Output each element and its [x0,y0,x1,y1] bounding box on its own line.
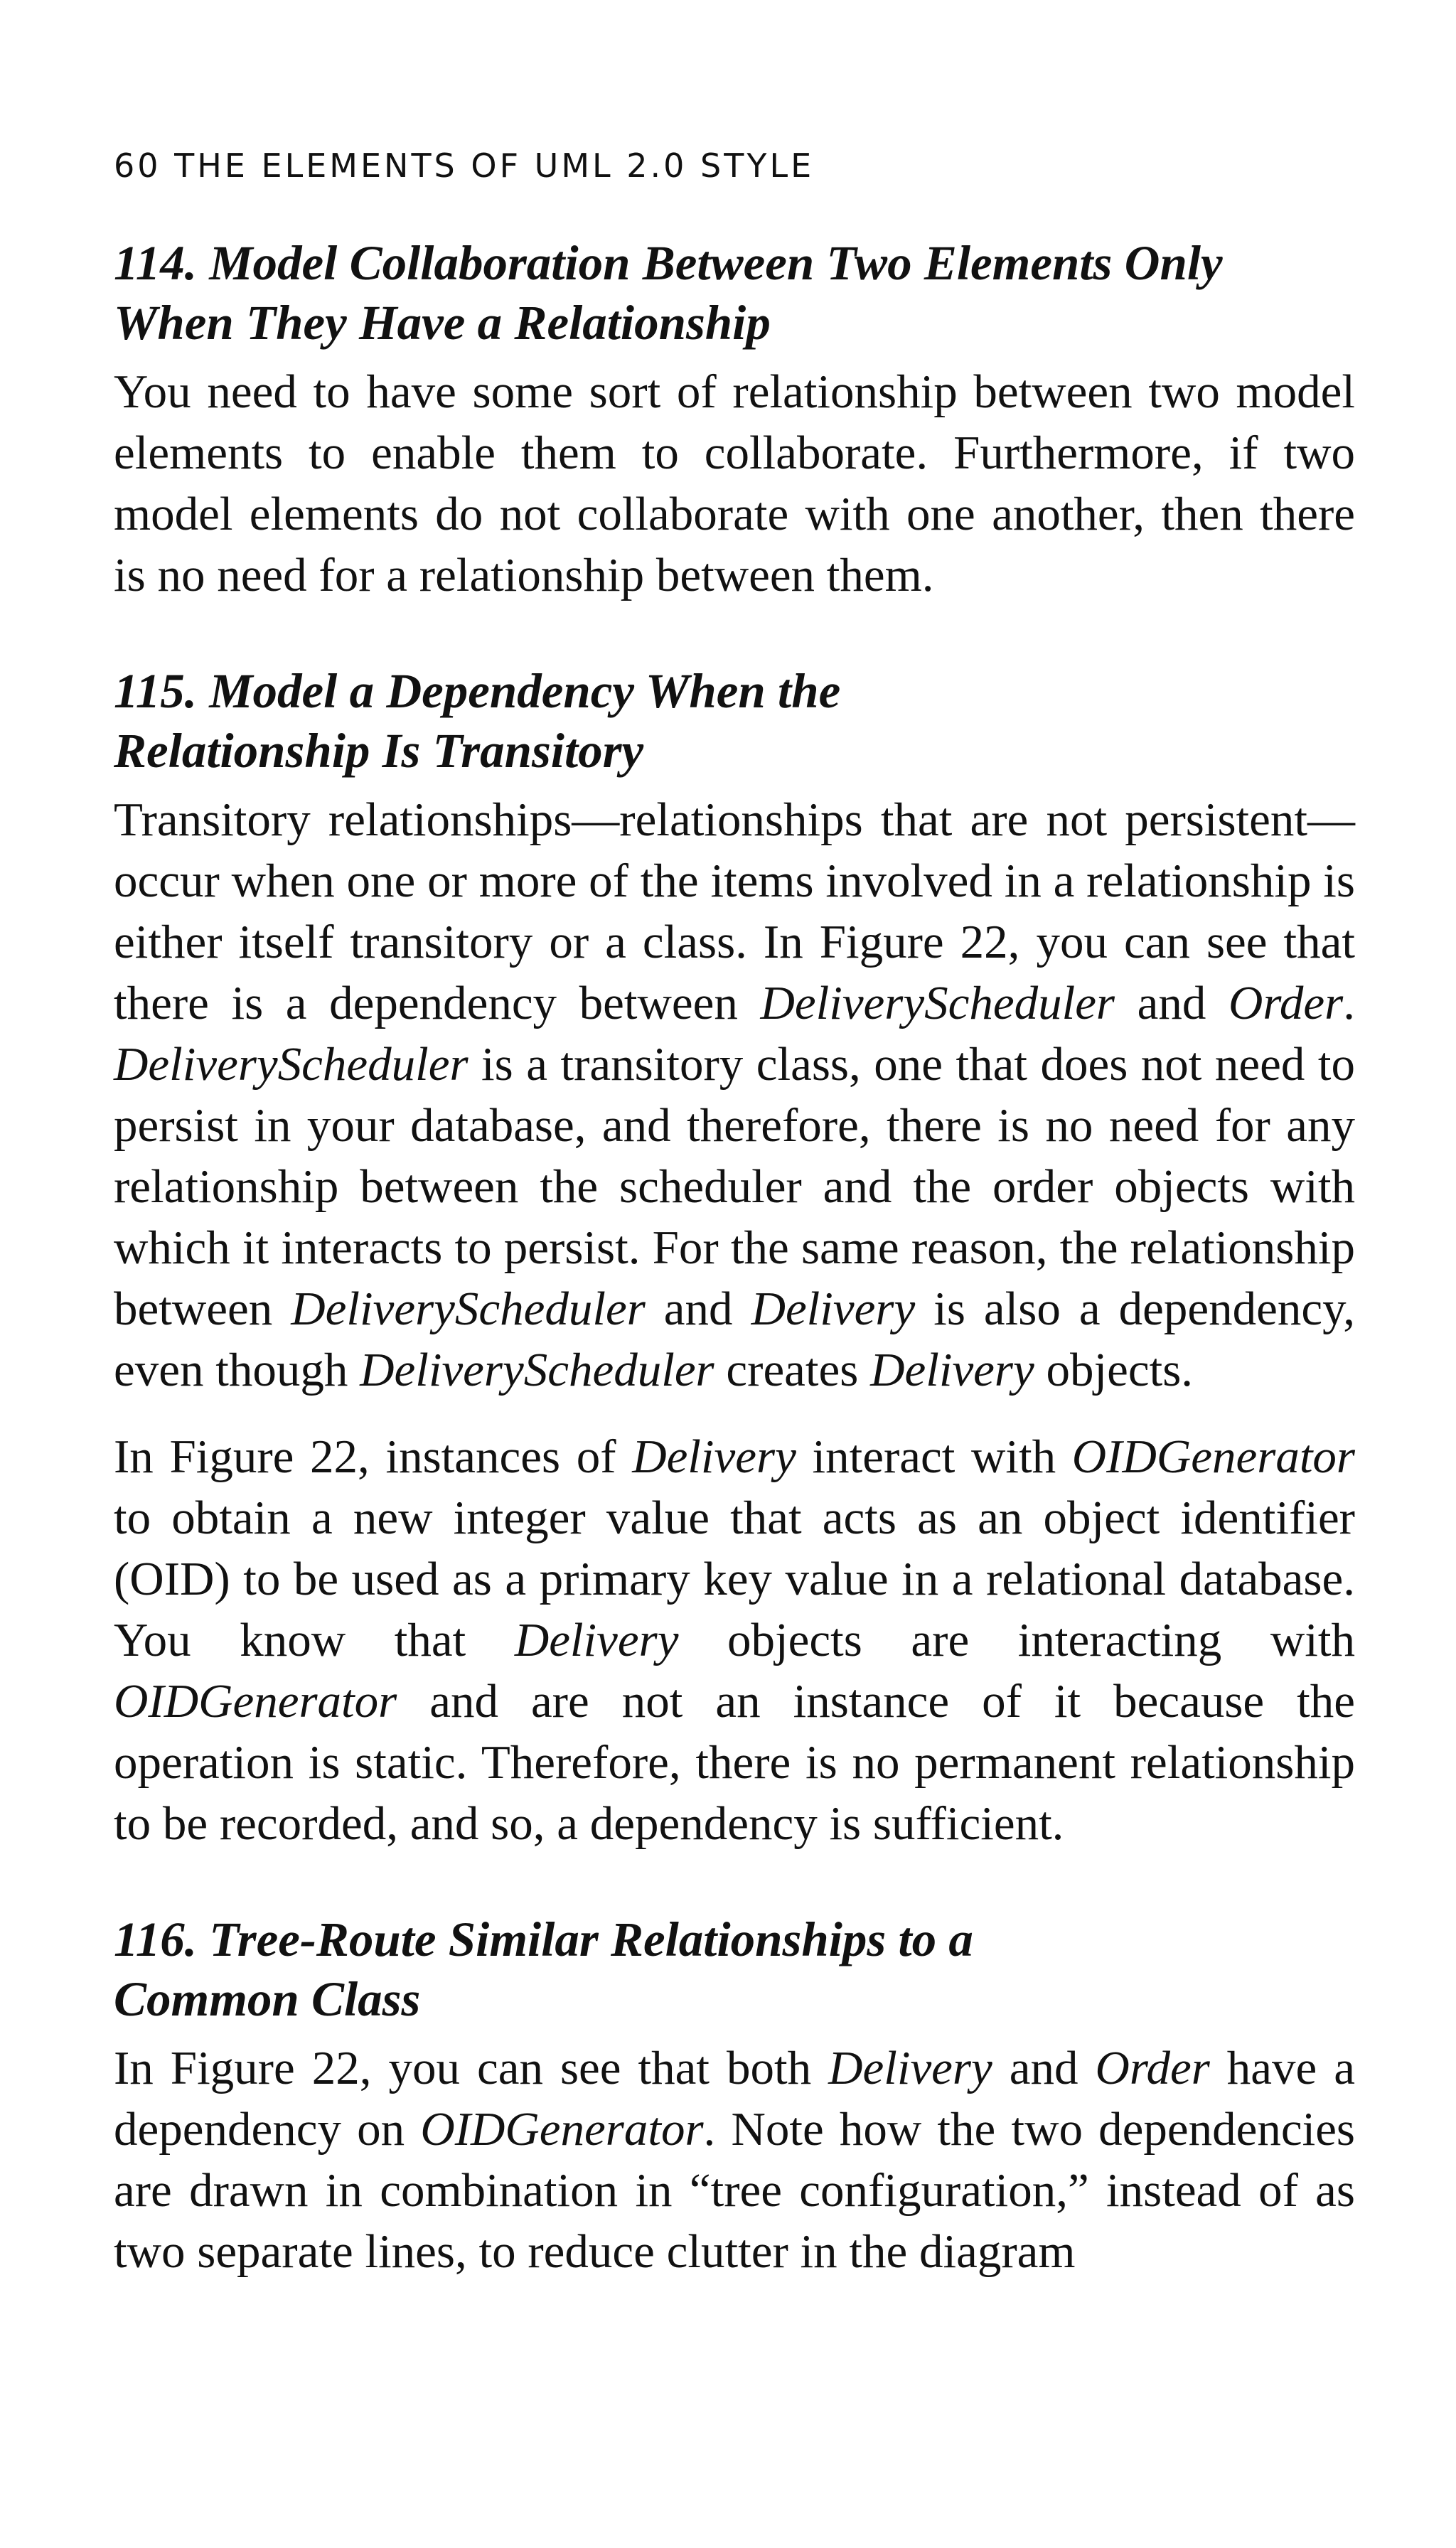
text-run: and [1115,977,1228,1029]
book-page [114,142,1355,2282]
section-heading-line: 116. Tree-Route Similar Relationships to a [114,1912,973,1966]
text-run: interact with [796,1430,1072,1483]
section-heading-line: 114. Model Collaboration Between Two Elements Only [114,236,1223,290]
italic-term: OIDGenerator [114,1675,397,1728]
text-run: is also a dependency, even though [114,1283,1355,1396]
italic-term: OIDGenerator [420,2103,704,2156]
paragraph [114,1426,1355,1854]
text-run: . Note how the two dependencies are drawn in combination in “tree configuration,” instead of as two separate lines, to reduce clutter in the diagram [114,2103,1356,2278]
section-1 [114,233,1355,606]
text-run: to obtain a new integer value that acts as an object identifier (OID) to be used as a primary key value in a relational database. You know that [114,1492,1355,1666]
text-run: In Figure 22, instances of [114,1430,633,1483]
italic-term: Delivery [751,1283,916,1335]
italic-term: DeliveryScheduler [291,1283,646,1335]
paragraph [114,789,1355,1401]
text-run: creates [714,1344,871,1396]
text-run: and [992,2042,1096,2094]
italic-term: Order [1228,977,1344,1029]
text-run: Transitory relationships—relationships that are not persistent—occur when one or more of the items involved in a relationship is either itself transitory or a class. In Figure 22, you can see that there is a dependency between [114,793,1355,1029]
section-3 [114,1910,1355,2282]
section-heading-line: When They Have a Relationship [114,296,771,350]
text-run: In Figure 22, you can see that both [114,2042,829,2094]
text-run: is a transitory class, one that does not need to persist in your database, and therefore, there is no need for any relationship between the scheduler and the order objects with which it interacts to persist. For the same reason, the relationship between [114,1038,1355,1335]
italic-term: DeliveryScheduler [360,1344,714,1396]
italic-term: Order [1095,2042,1210,2094]
text-run: have a dependency on [114,2042,1355,2156]
paragraph [114,361,1355,606]
section-heading-line: Relationship Is Transitory [114,724,644,778]
section-heading [114,661,1355,781]
text-run: You need to have some sort of relationship between two model elements to enable them to collaborate. Furthermore, if two model elements do not collaborate with one another, then there is no need for a relationship between them. [114,365,1355,601]
section-heading-line: Common Class [114,1972,421,2026]
section-heading-line: 115. Model a Dependency When the [114,664,841,718]
text-run: and [645,1283,751,1335]
text-run: objects are interacting with [678,1614,1355,1666]
italic-term: DeliveryScheduler [114,1038,469,1091]
section-2 [114,661,1355,1854]
italic-term: OIDGenerator [1071,1430,1356,1483]
section-heading [114,1910,1355,2029]
italic-term: Delivery [828,2042,992,2094]
text-run: . [1343,977,1355,1029]
section-heading [114,233,1355,353]
paragraph [114,2038,1355,2282]
running-head: 60 THE ELEMENTS OF UML 2.0 STYLE [114,146,815,185]
italic-term: DeliveryScheduler [760,977,1115,1029]
page-content [114,233,1355,2282]
italic-term: Delivery [514,1614,679,1666]
italic-term: Delivery [632,1430,796,1483]
text-run: objects. [1034,1344,1194,1396]
italic-term: Delivery [870,1344,1034,1396]
text-run: and are not an instance of it because the operation is static. Therefore, there is no permanent relationship to be recorded, and so, a dependency is sufficient. [114,1675,1355,1850]
